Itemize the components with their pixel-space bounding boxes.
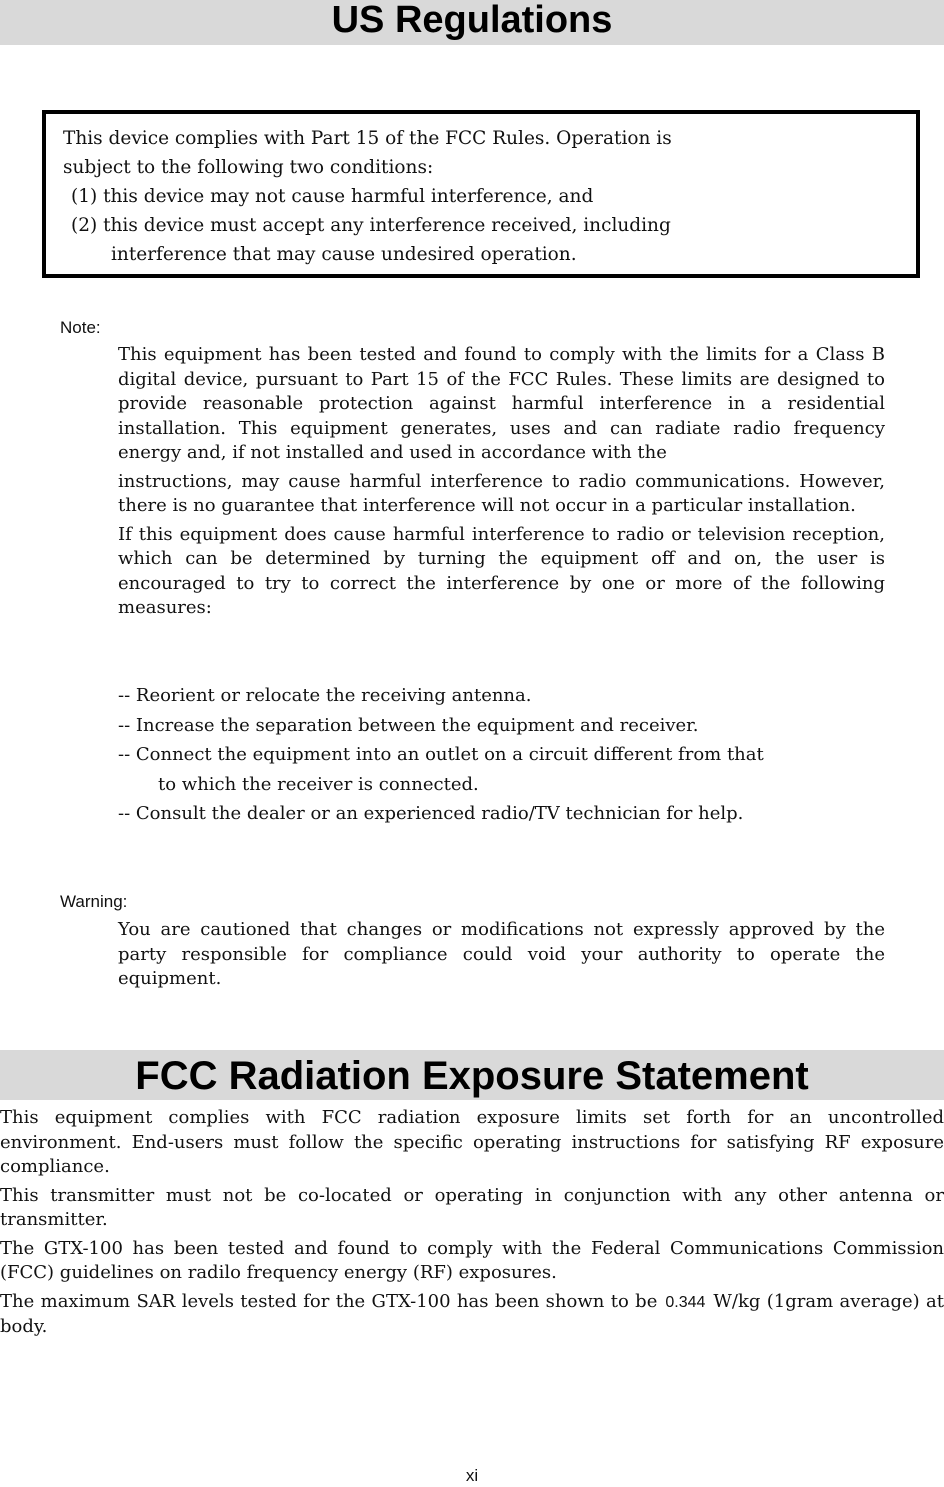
box-line: (2) this device must accept any interference received, including (71, 215, 671, 236)
box-line: interference that may cause undesired operation. (111, 244, 577, 265)
warning-text: You are cautioned that changes or modifications not expressly approved by the party responsible for compliance could void your authority to operate the equipment. (118, 919, 885, 989)
measure-item: -- Reorient or relocate the receiving antenna. (118, 685, 532, 706)
us-regulations-heading: US Regulations (0, 0, 944, 45)
fcc-paragraph: The GTX-100 has been tested and found to comply with the Federal Communications Commission (FCC) guidelines on radilo frequency energy (RF) exposures. (0, 1237, 944, 1283)
measure-item: to which the receiver is connected. (158, 773, 479, 795)
note-label: Note: (60, 318, 101, 337)
note-paragraph: This equipment has been tested and found to comply with the limits for a Class B digital device, pursuant to Part 15 of the FCC Rules. These limits are designed to provide reasonable protection against harmful interference in a residential installation. This equipment generates, uses and can radiate radio frequency energy and, if not installed and used in accordance with the (118, 344, 885, 463)
fcc-paragraph: This equipment complies with FCC radiation exposure limits set forth for an uncontrolled environment. End-users must follow the specific operating instructions for satisfying RF exposure compliance. (0, 1107, 944, 1177)
measure-item: -- Connect the equipment into an outlet on a circuit different from that (118, 744, 764, 765)
page-number: xi (465, 1466, 479, 1485)
box-line: subject to the following two conditions: (63, 157, 434, 178)
fcc-radiation-heading: FCC Radiation Exposure Statement (0, 1050, 944, 1100)
measures-list (118, 681, 885, 829)
box-line: This device complies with Part 15 of the FCC Rules. Operation is (63, 128, 672, 149)
fcc-radiation-body (0, 1106, 944, 1344)
sar-post: W/kg (1gram average) at body. (0, 1290, 944, 1337)
sar-paragraph (0, 1290, 944, 1340)
sar-pre: The maximum SAR levels tested for the GTX-100 has been shown to be (0, 1290, 658, 1312)
measure-item: -- Consult the dealer or an experienced radio/TV technician for help. (118, 803, 744, 824)
warning-body (118, 918, 885, 996)
fcc-paragraph: This transmitter must not be co-located or operating in conjunction with any other antenna or transmitter. (0, 1184, 944, 1230)
fcc-part15-notice-box (42, 110, 920, 278)
note-paragraph: instructions, may cause harmful interference to radio communications. However, there is no guarantee that interference will not occur in a particular installation. (118, 470, 885, 516)
note-body (118, 343, 885, 625)
warning-label: Warning: (60, 892, 128, 911)
measure-item: -- Increase the separation between the equipment and receiver. (118, 714, 699, 736)
box-line: (1) this device may not cause harmful interference, and (71, 186, 594, 207)
note-paragraph: If this equipment does cause harmful interference to radio or television reception, which can be determined by turning the equipment off and on, the user is encouraged to try to correct the interference by one or more of the following measures: (118, 523, 885, 618)
sar-value: 0.344 (665, 1293, 706, 1311)
